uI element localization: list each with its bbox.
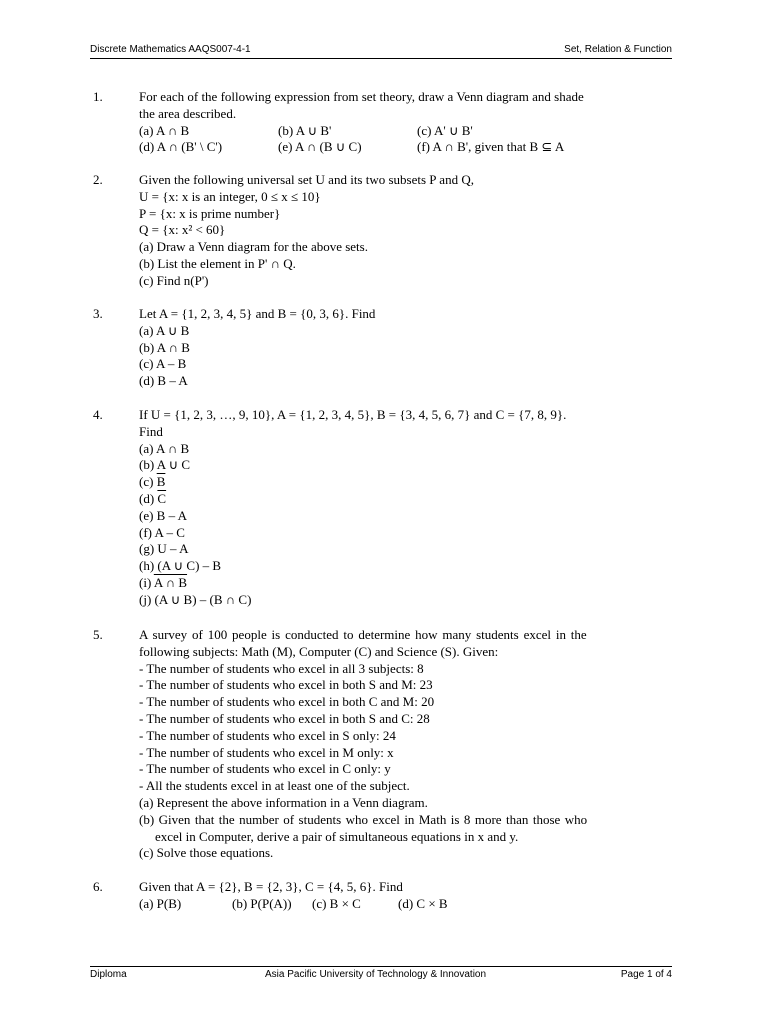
- part-d: (d) A ∩ (B' \ C'): [139, 139, 223, 155]
- overline-text: $\overline{C}$: [157, 490, 167, 506]
- complement-intersection-text: (i) A ∩ B: [139, 574, 188, 590]
- page-header: [90, 42, 672, 59]
- question-part: (a) Draw a Venn diagram for the above sets.: [139, 239, 368, 255]
- question-part: (a) A ∩ B: [139, 440, 190, 456]
- footer-program: Diploma: [90, 969, 127, 980]
- complement-b-text: (c) $\overline{B}$: [139, 474, 166, 490]
- question-text: A survey of 100 people is conducted to determine how many students excel in the: [139, 627, 587, 642]
- given-item: - The number of students who excel in both S and M: 23: [139, 677, 433, 693]
- question-number: 1.: [93, 89, 103, 104]
- question-number: 2.: [93, 172, 103, 187]
- question-part: (c) A – B: [139, 356, 187, 372]
- question-number: 5.: [93, 627, 103, 642]
- question-part: (b) Given that the number of students who excel in Math is 8 more than those who: [139, 811, 588, 827]
- question-part-complement-c: [139, 491, 675, 508]
- question-3: [93, 306, 675, 390]
- part-f: (f) A ∩ B', given that B ⊆ A: [417, 139, 565, 155]
- question-text: For each of the following expression from set theory, draw a Venn diagram and shade: [139, 89, 584, 104]
- question-6: [93, 879, 675, 913]
- given-item: - The number of students who excel in S only: 24: [139, 727, 396, 743]
- header-topic: Set, Relation & Function: [564, 44, 672, 55]
- part-c: (c) A' ∪ B': [417, 122, 473, 138]
- given-item: - The number of students who excel in C only: y: [139, 761, 391, 777]
- question-part-complement-b: [139, 474, 675, 491]
- parts-row: [139, 896, 675, 913]
- part-b: (b) P(P(A)): [232, 895, 292, 911]
- footer-page-number: Page 1 of 4: [620, 969, 672, 980]
- question-part: (d) B – A: [139, 373, 188, 389]
- question-2: [93, 172, 675, 290]
- question-part: (c) Find n(P'): [139, 272, 209, 288]
- question-part: (e) B – A: [139, 507, 188, 523]
- question-text: following subjects: Math (M), Computer (C) and Science (S). Given:: [139, 643, 499, 659]
- question-part: (j) (A ∪ B) – (B ∩ C): [139, 591, 252, 607]
- question-part: (c) Solve those equations.: [139, 845, 274, 861]
- given-item: - The number of students who excel in both S and C: 28: [139, 710, 430, 726]
- question-text: Let A = {1, 2, 3, 4, 5} and B = {0, 3, 6}. Find: [139, 306, 376, 321]
- question-number: 3.: [93, 306, 103, 321]
- question-part: (g) U – A: [139, 541, 189, 557]
- parts-row: [139, 123, 675, 140]
- question-part-continued: excel in Computer, derive a pair of simultaneous equations in x and y.: [155, 828, 519, 844]
- question-part: (b) A ∩ B: [139, 339, 190, 355]
- given-item: - The number of students who excel in both C and M: 20: [139, 694, 435, 710]
- part-a: (a) P(B): [139, 895, 182, 911]
- question-4: [93, 407, 675, 609]
- part-e: (e) A ∩ (B ∪ C): [278, 139, 362, 155]
- overline-text: A ∩ B: [153, 574, 188, 590]
- given-item: - The number of students who excel in all 3 subjects: 8: [139, 660, 424, 676]
- question-part: (a) Represent the above information in a Venn diagram.: [139, 794, 428, 810]
- part-d: (d) C × B: [398, 895, 448, 911]
- complement-c-text: (d) $\overline{C}$: [139, 490, 167, 506]
- question-number: 4.: [93, 407, 103, 422]
- question-part: (b) A ∪ C: [139, 457, 191, 473]
- set-definition: Q = {x: x² < 60}: [139, 222, 226, 238]
- set-definition: P = {x: x is prime number}: [139, 205, 281, 221]
- question-text: Given the following universal set U and its two subsets P and Q,: [139, 172, 474, 187]
- part-c: (c) B × C: [312, 895, 361, 911]
- given-item: - The number of students who excel in M only: x: [139, 744, 394, 760]
- question-part: (b) List the element in P' ∩ Q.: [139, 255, 296, 271]
- question-number: 6.: [93, 879, 103, 894]
- question-part: (h) (A ∪ C) – B: [139, 558, 222, 574]
- question-part: (a) A ∪ B: [139, 322, 190, 338]
- question-text: If U = {1, 2, 3, …, 9, 10}, A = {1, 2, 3, 4, 5}, B = {3, 4, 5, 6, 7} and C = {7, 8, 9}.: [139, 407, 567, 422]
- set-definition: U = {x: x is an integer, 0 ≤ x ≤ 10}: [139, 188, 321, 204]
- overline-text: $\overline{B}$: [156, 474, 166, 490]
- footer-institution: Asia Pacific University of Technology & Innovation: [265, 969, 487, 980]
- question-text: Given that A = {2}, B = {2, 3}, C = {4, 5, 6}. Find: [139, 879, 403, 894]
- question-text: the area described.: [139, 105, 237, 121]
- header-course: Discrete Mathematics AAQS007-4-1: [90, 44, 251, 55]
- question-part-complement-intersection: [139, 575, 675, 592]
- page-footer: [90, 966, 672, 983]
- parts-row: [139, 139, 675, 156]
- question-text: Find: [139, 423, 163, 439]
- question-5: [93, 627, 675, 862]
- question-1: [93, 89, 675, 156]
- given-item: - All the students excel in at least one of the subject.: [139, 778, 410, 794]
- part-b: (b) A ∪ B': [278, 122, 332, 138]
- part-a: (a) A ∩ B: [139, 122, 190, 138]
- question-part: (f) A – C: [139, 524, 185, 540]
